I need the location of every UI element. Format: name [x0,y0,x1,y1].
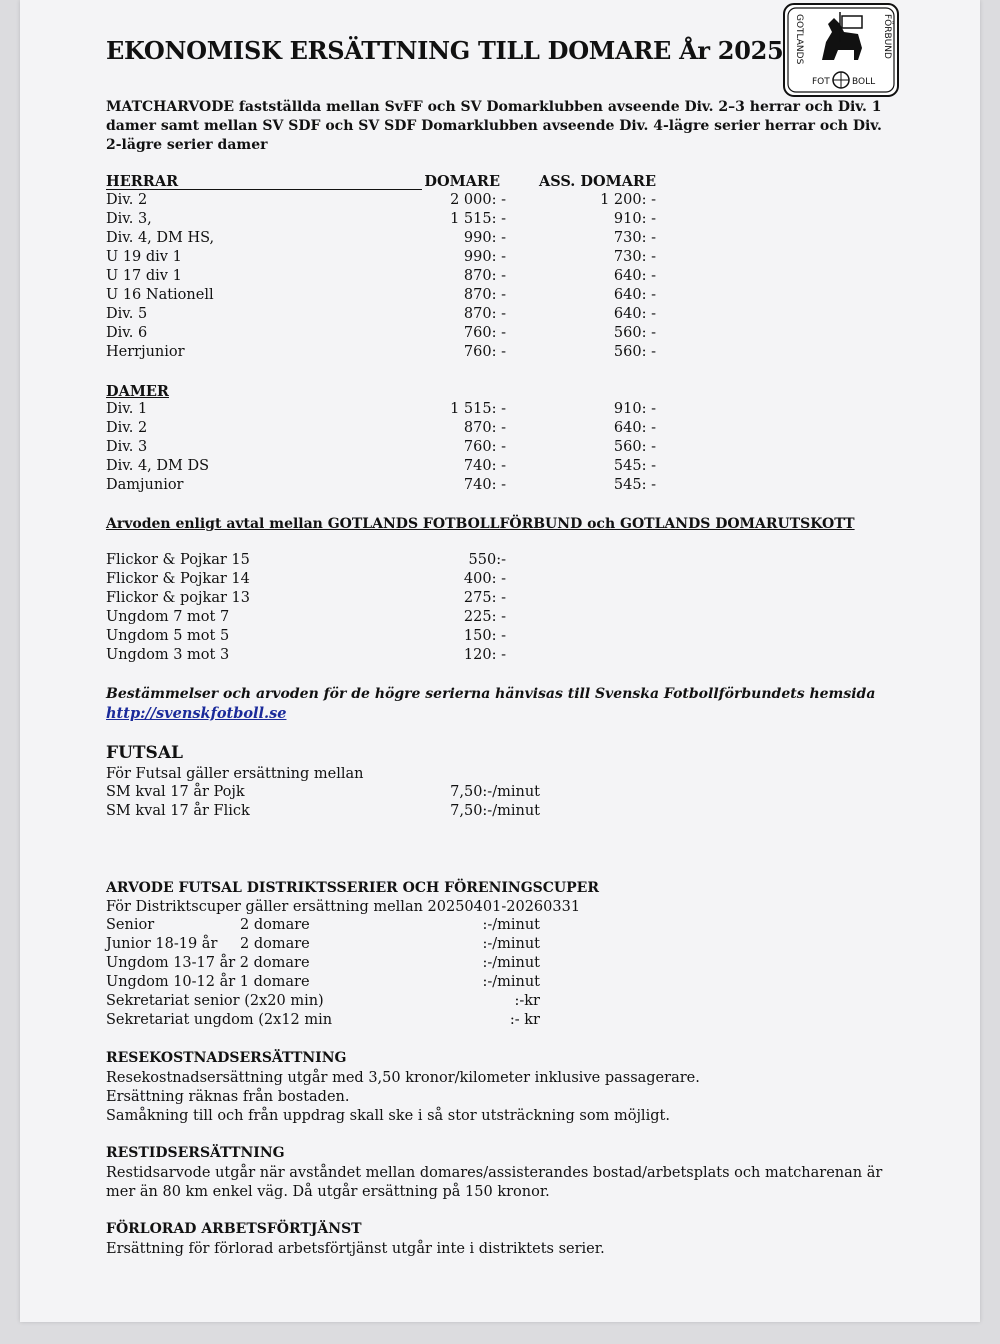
forlorad-text: Ersättning för förlorad arbetsförtjänst utgår inte i distriktets serier. [106,1241,605,1257]
row-label: Div. 1 [106,401,148,417]
row-label: Senior [106,917,155,933]
table-row [106,268,706,287]
arvode-value: 150: - [463,628,506,644]
row-label: Flickor & Pojkar 15 [106,552,250,568]
arvode-value: 275: - [463,590,506,606]
domare-value: 760: - [463,439,506,455]
ass-domare-value: 640: - [613,287,656,303]
logo-fot-text: FOT [812,77,830,87]
row-label: Ungdom 10-12 år 1 domare [106,974,310,990]
domare-value: 990: - [463,249,506,265]
row-label: Damjunior [106,477,184,493]
row-label: Div. 6 [106,325,148,341]
table-row [106,287,706,306]
herrar-header: HERRAR [106,173,422,190]
table-row [106,211,706,230]
ass-domare-value: 560: - [613,344,656,360]
district-intro: För Distriktscuper gäller ersättning mellan 20250401-20260331 [106,899,581,915]
table-row [106,325,706,344]
row-domare-count: 2 domare [240,936,310,952]
row-label: Div. 4, DM DS [106,458,210,474]
ass-domare-value: 545: - [613,458,656,474]
district-value: :-/minut [482,974,540,990]
ass-domare-value: 1 200: - [600,192,656,208]
row-label: U 19 div 1 [106,249,182,265]
row-label: Ungdom 7 mot 7 [106,609,230,625]
row-label: Sekretariat ungdom (2x12 min [106,1012,333,1028]
table-row [106,1012,706,1031]
ass-domare-value: 910: - [613,211,656,227]
restid-text: Restidsarvode utgår när avståndet mellan domares/assisterandes bostad/arbetsplats och matcharenan är mer än 80 km enkel väg. Då utgår ersättning på 150 kronor. [106,1165,883,1200]
ass-domare-value: 910: - [613,401,656,417]
row-label: Div. 3 [106,439,148,455]
domare-value: 740: - [463,477,506,493]
arvode-value: 120: - [463,647,506,663]
district-value: :- kr [509,1012,540,1028]
rese-header: RESEKOSTNADSERSÄTTNING [106,1050,347,1066]
row-label: Div. 5 [106,306,148,322]
gotland-header: Arvoden enligt avtal mellan GOTLANDS FOTBOLLFÖRBUND och GOTLANDS DOMARUTSKOTT [106,516,855,532]
domare-value: 870: - [463,287,506,303]
ass-domare-value: 730: - [613,249,656,265]
table-row [106,230,706,249]
table-row [106,477,706,496]
page-title: EKONOMISK ERSÄTTNING TILL DOMARE År 2025 [106,36,784,65]
row-label: Flickor & pojkar 13 [106,590,250,606]
hemsida-note: Bestämmelser och arvoden för de högre serierna hänvisas till Svenska Fotbollförbundets hemsida [106,686,876,702]
district-header: ARVODE FUTSAL DISTRIKTSSERIER OCH FÖRENINGSCUPER [106,880,599,896]
table-row [106,192,706,211]
futsal-intro: För Futsal gäller ersättning mellan [106,766,364,782]
arvode-value: 550:- [468,552,506,568]
table-row [106,993,706,1012]
logo-right-text: FÖRBUND [882,14,892,59]
col-domare-header: DOMARE [424,173,500,190]
row-label: U 17 div 1 [106,268,182,284]
row-label: Div. 2 [106,192,148,208]
table-row [106,609,706,628]
ass-domare-value: 560: - [613,325,656,341]
table-row [106,936,706,955]
table-row [106,249,706,268]
damer-header: DAMER [106,383,169,400]
district-value: :-/minut [482,955,540,971]
domare-value: 760: - [463,344,506,360]
domare-value: 1 515: - [450,211,506,227]
district-value: :-kr [514,993,540,1009]
row-label: Ungdom 5 mot 5 [106,628,230,644]
table-row [106,974,706,993]
svenskfotboll-link[interactable]: http://svenskfotboll.se [106,705,287,722]
row-label: SM kval 17 år Pojk [106,784,245,800]
table-row [106,590,706,609]
domare-value: 740: - [463,458,506,474]
table-row [106,306,706,325]
table-row [106,552,706,571]
arvode-value: 400: - [463,571,506,587]
table-row [106,955,706,974]
row-label: U 16 Nationell [106,287,214,303]
futsal-header: FUTSAL [106,743,183,763]
table-row [106,439,706,458]
row-label: Sekretariat senior (2x20 min) [106,993,324,1009]
rese-line-3: Samåkning till och från uppdrag skall ske i så stor utsträckning som möjligt. [106,1108,670,1124]
domare-value: 870: - [463,268,506,284]
table-row [106,401,706,420]
rese-line-1: Resekostnadsersättning utgår med 3,50 kronor/kilometer inklusive passagerare. [106,1070,700,1086]
domare-value: 760: - [463,325,506,341]
herrar-header-row [106,173,706,192]
row-domare-count: 2 domare [240,917,310,933]
table-row [106,784,706,803]
row-label: SM kval 17 år Flick [106,803,250,819]
futsal-value: 7,50:-/minut [450,784,540,800]
row-label: Ungdom 13-17 år 2 domare [106,955,310,971]
table-row [106,344,706,363]
district-value: :-/minut [482,936,540,952]
district-value: :-/minut [482,917,540,933]
logo-left-text: GOTLANDS [794,14,804,65]
row-label: Div. 2 [106,420,148,436]
row-label: Herrjunior [106,344,185,360]
row-label: Flickor & Pojkar 14 [106,571,250,587]
intro-text: MATCHARVODE fastställda mellan SvFF och SV Domarklubben avseende Div. 2–3 herrar och Div. 1 damer samt mellan SV SDF och SV SDF Domarklubben avseende Div. 4-lägre serier herrar och Div. 2-lägre serier damer [106,99,882,153]
domare-value: 870: - [463,420,506,436]
table-row [106,803,706,822]
domare-value: 990: - [463,230,506,246]
row-label: Junior 18-19 år [106,936,218,952]
table-row [106,571,706,590]
domare-value: 870: - [463,306,506,322]
forlorad-header: FÖRLORAD ARBETSFÖRTJÄNST [106,1221,362,1237]
arvode-value: 225: - [463,609,506,625]
table-row [106,458,706,477]
ass-domare-value: 545: - [613,477,656,493]
ass-domare-value: 640: - [613,306,656,322]
ass-domare-value: 560: - [613,439,656,455]
row-label: Ungdom 3 mot 3 [106,647,230,663]
table-row [106,647,706,666]
table-row [106,628,706,647]
ass-domare-value: 640: - [613,268,656,284]
restid-header: RESTIDSERSÄTTNING [106,1145,285,1161]
col-ass-domare-header: ASS. DOMARE [538,173,656,190]
logo-boll-text: BOLL [852,77,876,87]
domare-value: 2 000: - [450,192,506,208]
gotlands-fotbollforbund-logo [782,2,900,98]
row-label: Div. 3, [106,211,152,227]
rese-line-2: Ersättning räknas från bostaden. [106,1089,350,1105]
table-row [106,420,706,439]
futsal-value: 7,50:-/minut [450,803,540,819]
domare-value: 1 515: - [450,401,506,417]
row-label: Div. 4, DM HS, [106,230,215,246]
ass-domare-value: 730: - [613,230,656,246]
ass-domare-value: 640: - [613,420,656,436]
table-row [106,917,706,936]
